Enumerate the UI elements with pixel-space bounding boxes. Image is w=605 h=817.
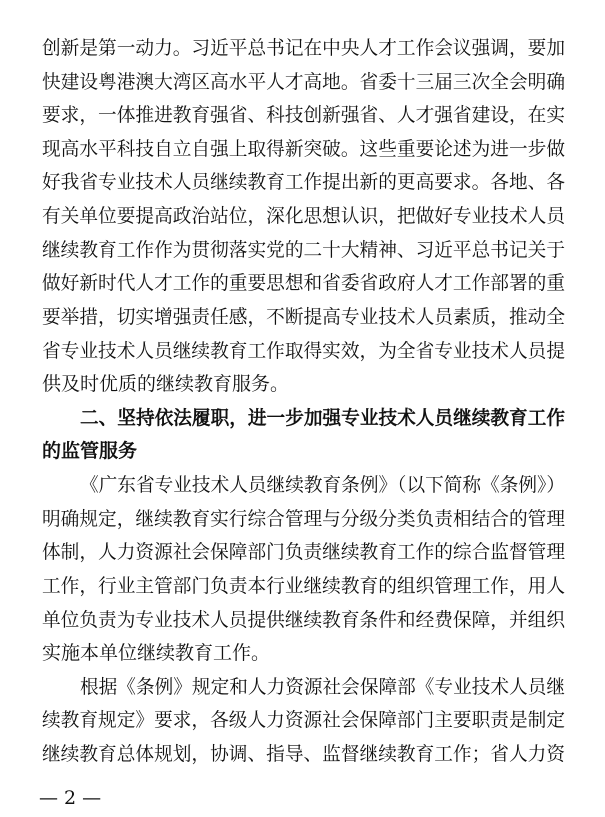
paragraph2-line: 体制，人力资源社会保障部门负责继续教育工作的综合监督管理	[42, 541, 566, 563]
paragraph1-line: 创新是第一动力。习近平总书记在中央人才工作会议强调，要加	[42, 37, 566, 59]
paragraph1-line: 要求，一体推进教育强省、科技创新强省、人才强省建设，在实	[42, 104, 566, 126]
paragraph1-line: 快建设粤港澳大湾区高水平人才高地。省委十三届三次全会明确	[42, 71, 566, 93]
paragraph1-line: 做好新时代人才工作的重要思想和省委省政府人才工作部署的重	[42, 272, 566, 294]
paragraph3-line: 继续教育总体规划，协调、指导、监督继续教育工作；省人力资	[42, 743, 566, 765]
paragraph2-line: 明确规定，继续教育实行综合管理与分级分类负责相结合的管理	[42, 508, 566, 530]
paragraph2-line: 工作，行业主管部门负责本行业继续教育的组织管理工作，用人	[42, 575, 566, 597]
paragraph3-line: 根据《条例》规定和人力资源社会保障部《专业技术人员继	[80, 676, 566, 698]
paragraph2-line: 实施本单位继续教育工作。	[42, 642, 271, 664]
paragraph1-line: 现高水平科技自立自强上取得新突破。这些重要论述为进一步做	[42, 138, 566, 160]
page-number: — 2 —	[39, 787, 102, 809]
paragraph1-line: 供及时优质的继续教育服务。	[42, 373, 290, 395]
paragraph1-line: 继续教育工作作为贯彻落实党的二十大精神、习近平总书记关于	[42, 239, 566, 261]
paragraph1-line: 有关单位要提高政治站位，深化思想认识，把做好专业技术人员	[42, 205, 566, 227]
paragraph1-line: 好我省专业技术人员继续教育工作提出新的更高要求。各地、各	[42, 171, 566, 193]
paragraph1-line: 要举措，切实增强责任感，不断提高专业技术人员素质，推动全	[42, 306, 566, 328]
paragraph1-line: 省专业技术人员继续教育工作取得实效，为全省专业技术人员提	[42, 340, 566, 362]
section-heading-line: 的监管服务	[42, 440, 138, 462]
paragraph2-line: 单位负责为专业技术人员提供继续教育条件和经费保障，并组织	[42, 609, 566, 631]
section-heading-line: 二、坚持依法履职，进一步加强专业技术人员继续教育工作	[80, 407, 566, 429]
paragraph3-line: 续教育规定》要求，各级人力资源社会保障部门主要职责是制定	[42, 709, 566, 731]
paragraph2-line: 《广东省专业技术人员继续教育条例》（以下简称《条例》）	[80, 474, 566, 496]
